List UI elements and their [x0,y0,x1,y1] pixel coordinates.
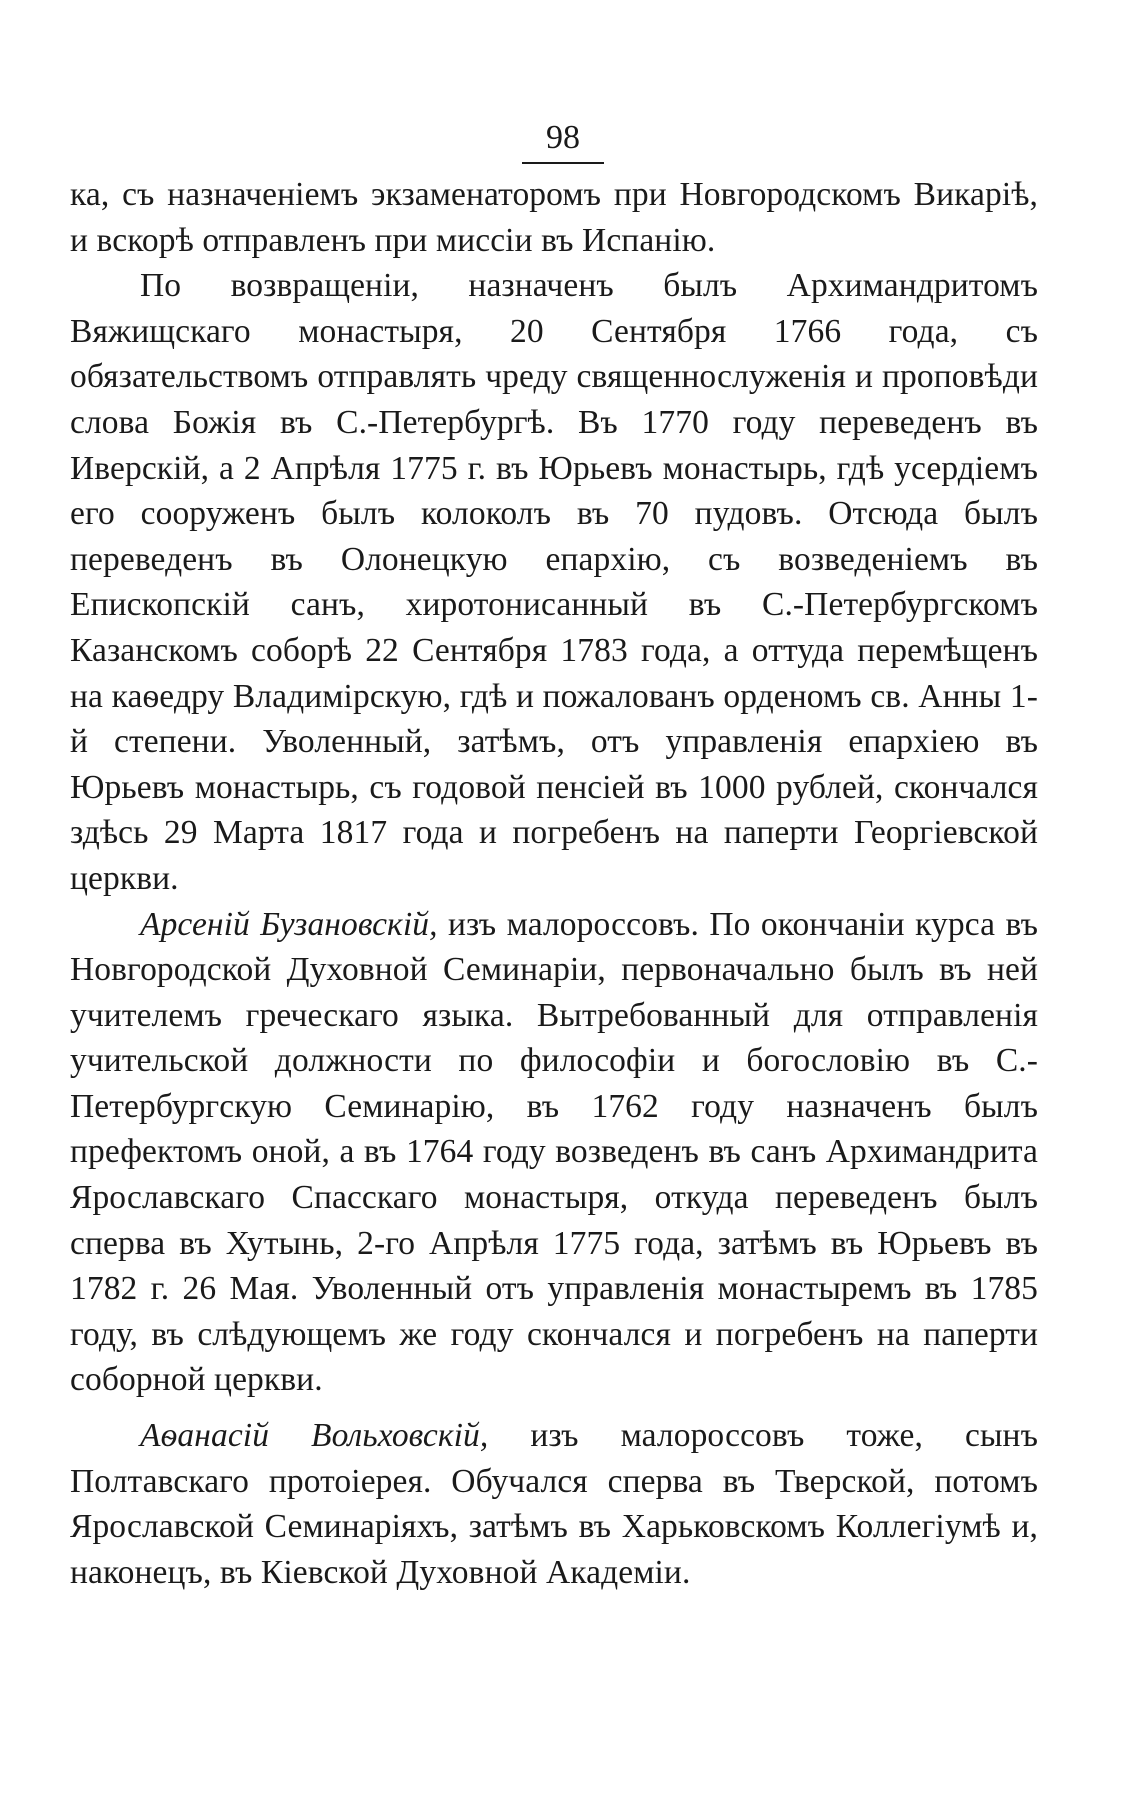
paragraph-afanasiy-volkhovsky [70,1413,1038,1595]
paragraph-arseniy-buzanovsky [70,902,1038,1404]
paragraph-text: изъ малороссовъ тоже, сынъ Полтавскаго протоіерея. Обучался сперва въ Тверской, потомъ Ярославской Семинаріяхъ, затѣмъ въ Харьковскомъ Коллегіумѣ и, наконецъ, въ Кіевской Духовной Академіи. [70,1417,1039,1591]
book-page [70,118,1038,1595]
page-number: 98 [522,118,604,164]
paragraph-text: По возвращеніи, назначенъ былъ Архимандритомъ Вяжищскаго монастыря, 20 Сентября 1766 года, съ обязательствомъ отправлять чреду священнослуженія и проповѣди слова Божія въ С.-Петербургѣ. Въ 1770 году переведенъ въ Иверскій, а 2 Апрѣля 1775 г. въ Юрьевъ монастырь, гдѣ усердіемъ его сооруженъ былъ колоколъ въ 70 пудовъ. Отсюда былъ переведенъ въ Олонецкую епархію, съ возведеніемъ въ Епископскій санъ, хиротонисанный въ С.-Петербургскомъ Казанскомъ соборѣ 22 Сентября 1783 года, а оттуда перемѣщенъ на каѳедру Владимірскую, гдѣ и пожалованъ орденомъ св. Анны 1-й степени. Уволенный, затѣмъ, отъ управленія епархіею въ Юрьевъ монастырь, съ годовой пенсіей въ 1000 рублей, скончался здѣсь 29 Марта 1817 года и погребенъ на паперти Георгіевской церкви. [70,267,1038,897]
person-name: Аѳанасій Вольховскій, [140,1417,489,1455]
paragraph-text: ка, съ назначеніемъ экзаменаторомъ при Новгородскомъ Викаріѣ, и вскорѣ отправленъ при миссіи въ Испанію. [70,176,1038,259]
paragraph-biography-continued [70,263,1038,901]
person-name: Арсеній Бузановскій, [140,905,438,943]
page-header [70,118,1038,164]
paragraph-continuation [70,172,1038,263]
paragraph-text: изъ малороссовъ. По окончаніи курса въ Новгородской Духовной Семинаріи, первоначально былъ въ ней учителемъ греческаго языка. Вытребованный для отправленія учительской должности по философіи и богословію въ С.-Петербургскую Семинарію, въ 1762 году назначенъ былъ префектомъ оной, а въ 1764 году возведенъ въ санъ Архимандрита Ярославскаго Спасскаго монастыря, откуда переведенъ былъ сперва въ Хутынь, 2-го Апрѣля 1775 года, затѣмъ въ Юрьевъ въ 1782 г. 26 Мая. Уволенный отъ управленія монастыремъ въ 1785 году, въ слѣдующемъ же году скончался и погребенъ на паперти соборной церкви. [70,905,1038,1399]
